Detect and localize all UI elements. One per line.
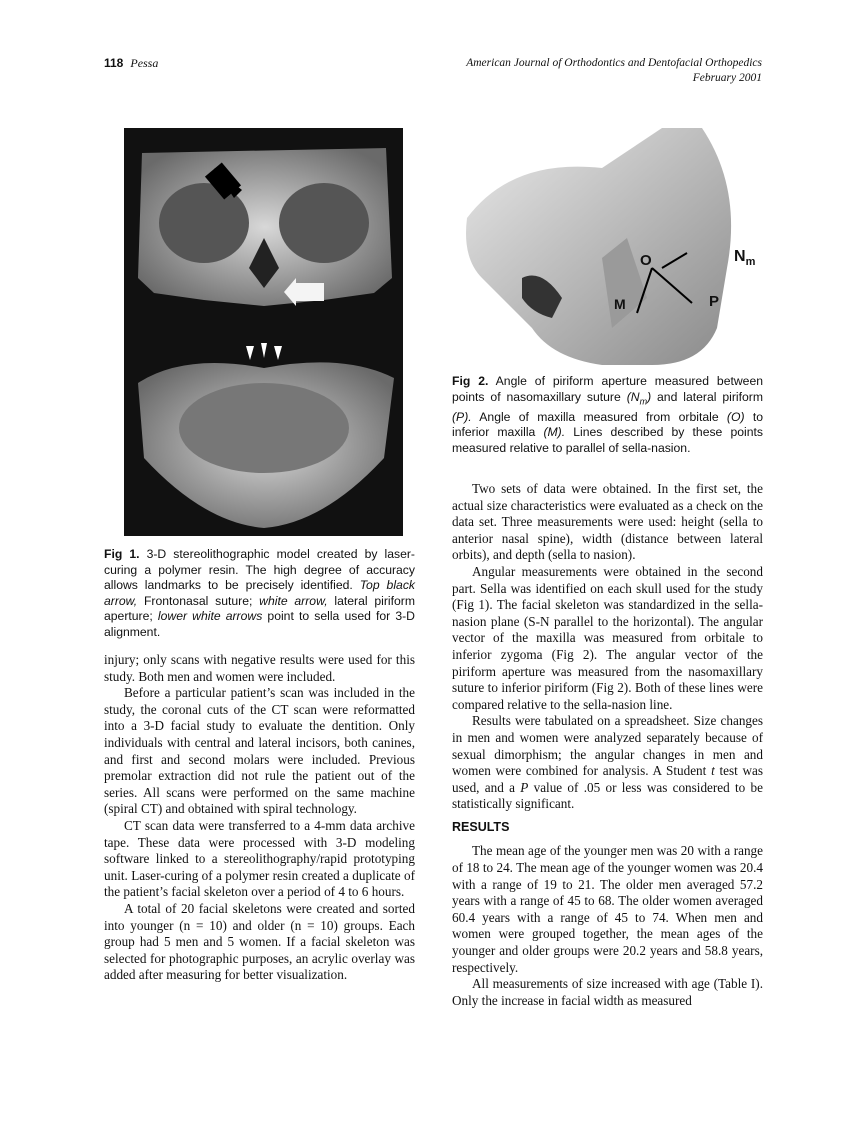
caption-text: point to sella used for 3-D alignment.	[104, 609, 415, 639]
label-o: O	[640, 252, 652, 269]
caption-text: 3-D stereolithographic model created by laser-curing a polymer resin. The high degree of accuracy allows landmarks to be precisely identified.	[104, 547, 415, 593]
caption-italic	[626, 389, 652, 407]
caption-text: and lateral piriform	[657, 389, 763, 404]
paragraph: injury; only scans with negative results were used for this study. Both men and women were included.	[104, 652, 415, 684]
text: test was used, and a	[452, 763, 764, 795]
figure-2-caption	[452, 374, 763, 456]
text: value of .05 or less was considered to be statistically significant.	[452, 779, 764, 812]
label-nm-main: N	[734, 248, 746, 265]
text-italic: t	[711, 763, 715, 779]
paragraph: CT scan data were transferred to a 4-mm data archive tape. These data were processed with 3-D modeling software linked to a stereolithography/rapid prototyping unit. Laser-curing of a polymer resin created a duplicate of the patient’s facial skeleton over a period of 4 to 6 hours.	[104, 817, 415, 900]
caption-italic: (P).	[452, 409, 472, 424]
paragraph: The mean age of the younger men was 20 with a range of 18 to 24. The mean age of the younger women was 20.4 with a range of 19 to 21. The older men averaged 57.2 years with a range of 45 to 68. The older women averaged 60.4 years with a range of 45 to 74. When men and women were grouped together, the mean ages of the younger and older groups were 20.2 years and 58.8 years, respectively.	[452, 843, 763, 975]
caption-text: Angle of maxilla measured from orbitale	[479, 409, 719, 424]
section-heading-results: RESULTS	[452, 819, 510, 834]
page-number: 118	[104, 56, 124, 70]
caption-nm-close: )	[647, 389, 652, 404]
paragraph	[452, 713, 763, 813]
author-name: Pessa	[130, 56, 159, 70]
label-p: P	[709, 293, 720, 310]
paragraph: All measurements of size increased with age (Table I). Only the increase in facial width as measured	[452, 976, 763, 1008]
caption-text: Lines described by these points measured relative to parallel of sella-nasion.	[452, 425, 763, 455]
text: Results were tabulated on a spreadsheet. Size changes in men and women were analyzed separately because of sexual dimorphism; the angular changes in men and women were combined for analysis. A Student	[452, 713, 763, 779]
caption-text: Angle of piriform aperture measured between points of nasomaxillary suture	[452, 374, 764, 404]
caption-italic: Top black arrow,	[104, 578, 416, 608]
journal-name: American Journal of Orthodontics and Dentofacial Orthopedics	[466, 57, 762, 69]
label-m: M	[614, 296, 626, 312]
figure-2-label: Fig 2.	[452, 374, 489, 388]
caption-text: lateral piriform aperture;	[104, 593, 415, 624]
figure-1-label: Fig 1.	[104, 547, 140, 561]
caption-text: to inferior maxilla	[452, 409, 764, 440]
paragraph: Angular measurements were obtained in the second part. Sella was identified on each skull used for the study (Fig 1). The facial skeleton was standardized in the sella-nasion plane (S-N parallel to the horizontal). The angular vector of the maxilla was measured from orbitale to inferior zygoma (Fig 2). The angular vector of the piriform aperture was measured from the nasomaxillary suture to inferior piriform (Fig 2). Both of these lines were compared relative to the sella-nasion line.	[452, 563, 763, 712]
label-nm-sub: m	[745, 256, 756, 269]
figure-1-image	[124, 128, 403, 536]
figure-1-caption	[104, 547, 415, 641]
figure-2-image	[452, 128, 763, 365]
running-header-right	[466, 56, 762, 86]
paragraph: Before a particular patient’s scan was included in the study, the coronal cuts of the CT scan were reformatted into a 3-D facial study to evaluate the dentition. Only individuals with central and lateral incisors, both canines, and first and second molars were included. Previous premolar extraction did not rule the patient out of the series. All scans were performed on the same machine (spiral CT) and obtained with spiral technology.	[104, 685, 415, 817]
paragraph: Two sets of data were obtained. In the first set, the actual size characteristics were evaluated as a check on the data set. Three measurements were used: height (sella to anterior nasal spine), width (distance between lateral orbits), and depth (sella to nasion).	[452, 481, 763, 563]
caption-nm: (N	[626, 389, 640, 404]
text-italic: P	[520, 779, 529, 795]
paragraph: A total of 20 facial skeletons were created and sorted into younger (n = 10) and older (n = 10) groups. Each group had 5 men and 5 women. If a facial skeleton was selected for photographic purposes, an acrylic overlay was added after measuring for better visualization.	[104, 900, 415, 983]
issue-date: February 2001	[692, 72, 762, 84]
running-header-left	[104, 56, 158, 71]
caption-nm-sub: m	[639, 396, 648, 407]
caption-italic: (O)	[726, 409, 745, 424]
right-column-text	[452, 481, 763, 1009]
left-column-text	[104, 652, 415, 984]
label-nm	[734, 248, 755, 268]
caption-italic: white arrow,	[259, 593, 328, 608]
caption-italic: lower white arrows	[157, 609, 263, 624]
caption-text: Frontonasal suture;	[143, 593, 253, 608]
caption-italic: (M).	[543, 425, 566, 440]
